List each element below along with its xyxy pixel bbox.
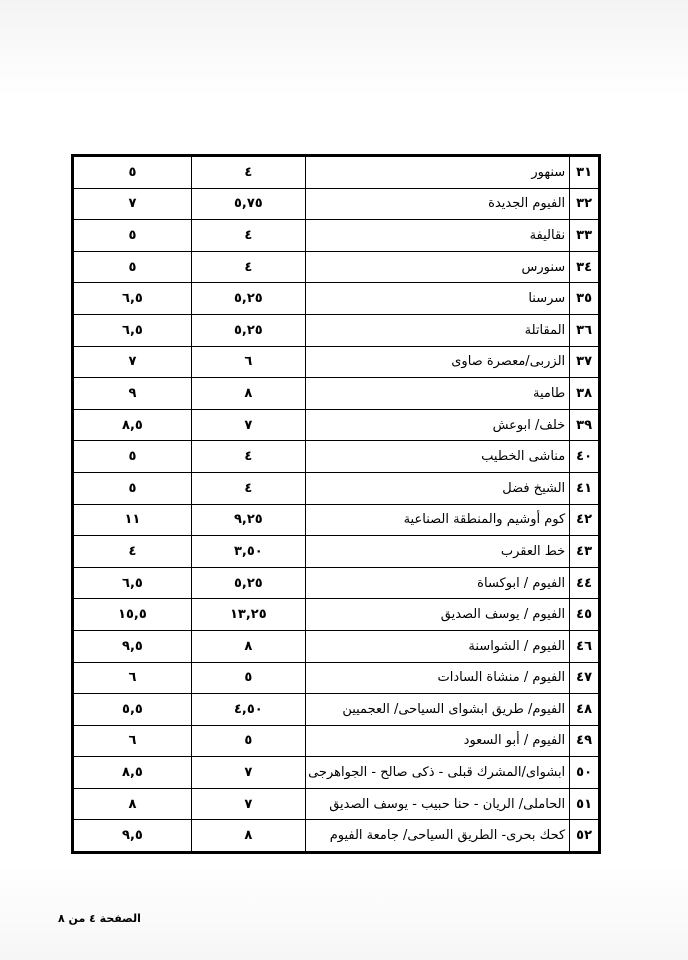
fare-value-2: ٥,٥ — [73, 694, 192, 726]
route-name: الفيوم / ابوكساة — [305, 567, 569, 599]
row-number: ٤٣ — [570, 536, 600, 568]
row-number: ٤٧ — [570, 662, 600, 694]
fare-value-2: ٩ — [73, 378, 192, 410]
row-number: ٣١ — [570, 156, 600, 189]
fare-value-1: ١٣,٢٥ — [191, 599, 305, 631]
row-number: ٥١ — [570, 788, 600, 820]
route-name: الفيوم / يوسف الصديق — [305, 599, 569, 631]
fare-value-1: ٧ — [191, 409, 305, 441]
fare-value-2: ٥ — [73, 441, 192, 473]
fare-value-2: ٩,٥ — [73, 630, 192, 662]
fare-value-2: ٧ — [73, 346, 192, 378]
table-row — [73, 346, 600, 378]
route-name: الزربى/معصرة صاوى — [305, 346, 569, 378]
fare-value-1: ٨ — [191, 630, 305, 662]
row-number: ٤٢ — [570, 504, 600, 536]
table-row — [73, 472, 600, 504]
row-number: ٥٢ — [570, 820, 600, 853]
fare-value-1: ٥ — [191, 662, 305, 694]
page-number-footer: الصفحة ٤ من ٨ — [58, 912, 141, 925]
fare-value-1: ٥ — [191, 725, 305, 757]
route-name: سرسنا — [305, 283, 569, 315]
route-name: طامية — [305, 378, 569, 410]
fare-value-2: ٥ — [73, 251, 192, 283]
fare-value-2: ٦ — [73, 662, 192, 694]
fare-value-2: ٥ — [73, 472, 192, 504]
route-name: خط العقرب — [305, 536, 569, 568]
fare-value-1: ٩,٢٥ — [191, 504, 305, 536]
fare-value-1: ٤ — [191, 472, 305, 504]
route-name: الفيوم/ طريق ابشواى السياحى/ العجميين — [305, 694, 569, 726]
table-row — [73, 536, 600, 568]
row-number: ٥٠ — [570, 757, 600, 789]
fares-table-body — [73, 156, 600, 853]
table-row — [73, 314, 600, 346]
fare-value-1: ٤ — [191, 220, 305, 252]
fare-value-2: ٦,٥ — [73, 567, 192, 599]
row-number: ٣٨ — [570, 378, 600, 410]
table-row — [73, 409, 600, 441]
row-number: ٤٦ — [570, 630, 600, 662]
row-number: ٤٨ — [570, 694, 600, 726]
route-name: نقاليفة — [305, 220, 569, 252]
fare-value-2: ٦,٥ — [73, 314, 192, 346]
table-row — [73, 251, 600, 283]
fare-value-2: ٦,٥ — [73, 283, 192, 315]
table-row — [73, 820, 600, 853]
route-name: كوم أوشيم والمنطقة الصناعية — [305, 504, 569, 536]
row-number: ٤٥ — [570, 599, 600, 631]
fare-value-1: ٧ — [191, 757, 305, 789]
fare-value-1: ٥,٧٥ — [191, 188, 305, 220]
table-row — [73, 788, 600, 820]
row-number: ٣٢ — [570, 188, 600, 220]
fare-value-1: ٥,٢٥ — [191, 567, 305, 599]
fare-value-1: ٤ — [191, 156, 305, 189]
route-name: ابشواى/المشرك قبلى - ذكى صالح - الجواهرجى — [305, 757, 569, 789]
row-number: ٣٤ — [570, 251, 600, 283]
route-name: مناشى الخطيب — [305, 441, 569, 473]
row-number: ٣٩ — [570, 409, 600, 441]
route-name: الفيوم / منشاة السادات — [305, 662, 569, 694]
row-number: ٤٤ — [570, 567, 600, 599]
table-row — [73, 694, 600, 726]
fare-value-1: ٣,٥٠ — [191, 536, 305, 568]
row-number: ٣٣ — [570, 220, 600, 252]
table-row — [73, 441, 600, 473]
route-name: الفيوم / الشواسنة — [305, 630, 569, 662]
route-name: الحاملى/ الريان - حنا حبيب - يوسف الصديق — [305, 788, 569, 820]
fare-value-2: ٨,٥ — [73, 409, 192, 441]
route-name: الفيوم الجديدة — [305, 188, 569, 220]
route-name: الفيوم / أبو السعود — [305, 725, 569, 757]
fare-value-1: ٥,٢٥ — [191, 283, 305, 315]
fare-value-1: ٤ — [191, 251, 305, 283]
fare-value-1: ٨ — [191, 820, 305, 853]
table-row — [73, 188, 600, 220]
fare-value-2: ٥ — [73, 156, 192, 189]
table-row — [73, 599, 600, 631]
fare-value-2: ٦ — [73, 725, 192, 757]
table-row — [73, 757, 600, 789]
route-name: الشيخ فضل — [305, 472, 569, 504]
route-name: خلف/ ابوعش — [305, 409, 569, 441]
row-number: ٤١ — [570, 472, 600, 504]
table-row — [73, 156, 600, 189]
fare-value-1: ٤,٥٠ — [191, 694, 305, 726]
fare-value-1: ٨ — [191, 378, 305, 410]
fare-value-2: ٤ — [73, 536, 192, 568]
fare-value-1: ٦ — [191, 346, 305, 378]
row-number: ٣٧ — [570, 346, 600, 378]
fare-value-2: ٨ — [73, 788, 192, 820]
fare-value-1: ٧ — [191, 788, 305, 820]
row-number: ٣٥ — [570, 283, 600, 315]
table-row — [73, 662, 600, 694]
fare-value-2: ٥ — [73, 220, 192, 252]
route-name: سنهور — [305, 156, 569, 189]
route-name: كحك بحرى- الطريق السياحى/ جامعة الفيوم — [305, 820, 569, 853]
fare-value-2: ٩,٥ — [73, 820, 192, 853]
fare-value-2: ١١ — [73, 504, 192, 536]
table-row — [73, 220, 600, 252]
table-row — [73, 567, 600, 599]
fare-value-1: ٤ — [191, 441, 305, 473]
table-row — [73, 504, 600, 536]
route-name: سنورس — [305, 251, 569, 283]
table-row — [73, 725, 600, 757]
table-row — [73, 283, 600, 315]
table-row — [73, 630, 600, 662]
fare-value-1: ٥,٢٥ — [191, 314, 305, 346]
row-number: ٣٦ — [570, 314, 600, 346]
fare-value-2: ٨,٥ — [73, 757, 192, 789]
table-row — [73, 378, 600, 410]
route-name: المقاتلة — [305, 314, 569, 346]
row-number: ٤٠ — [570, 441, 600, 473]
fare-value-2: ٧ — [73, 188, 192, 220]
fares-table — [71, 154, 601, 854]
row-number: ٤٩ — [570, 725, 600, 757]
fare-value-2: ١٥,٥ — [73, 599, 192, 631]
